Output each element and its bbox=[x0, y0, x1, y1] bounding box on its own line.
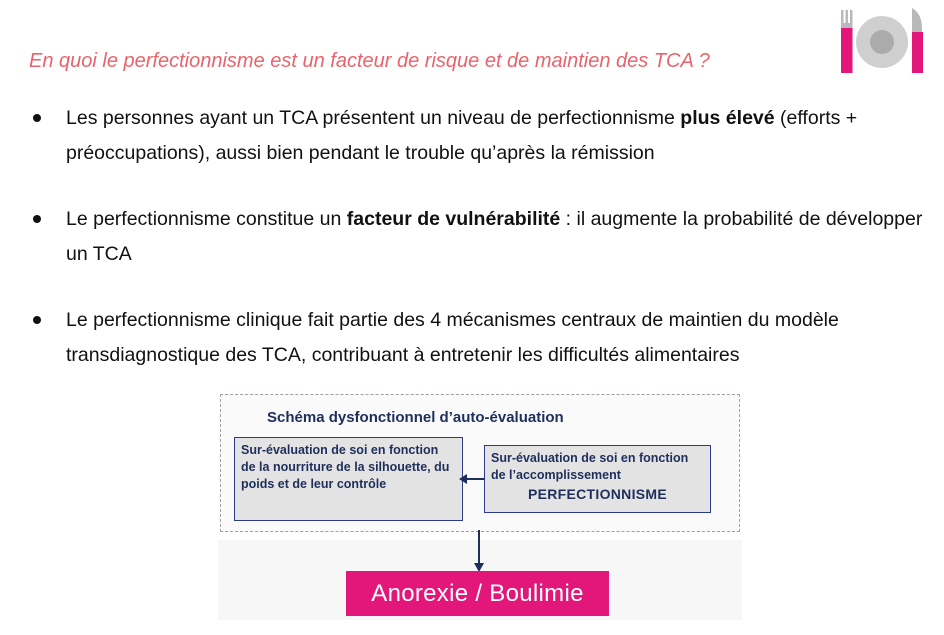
bullet-list bbox=[30, 101, 930, 404]
bullet-item bbox=[30, 303, 930, 373]
bullet-dot bbox=[33, 114, 41, 122]
bullet-dot bbox=[33, 316, 41, 324]
bullet-item bbox=[30, 101, 930, 171]
bullet-item bbox=[30, 202, 930, 272]
plate-icon bbox=[856, 16, 908, 68]
knife-icon bbox=[912, 8, 923, 73]
bullet-dot bbox=[33, 215, 41, 223]
restaurant-logo bbox=[836, 4, 928, 76]
perfectionism-label: PERFECTIONNISME bbox=[527, 486, 668, 502]
arrow-left-icon bbox=[459, 473, 485, 485]
overvaluation-food-box: Sur-évaluation de soi en fonction de la nourriture de la silhouette, du poids et de leur contrôle bbox=[234, 437, 463, 521]
bullet-emphasis: plus élevé bbox=[680, 107, 775, 129]
arrow-down-icon bbox=[473, 530, 485, 572]
achievement-text: Sur-évaluation de soi en fonction de l’accomplissement bbox=[491, 451, 689, 482]
bullet-emphasis: facteur de vulnérabilité bbox=[346, 208, 561, 230]
anorexia-bulimia-box: Anorexie / Boulimie bbox=[346, 571, 609, 616]
bullet-text: Le perfectionnisme clinique fait partie des 4 mécanismes centraux de maintien du modèle transdiagnostique des TCA, contribuant à entretenir les difficultés alimentaires bbox=[66, 309, 839, 366]
diagram-title: Schéma dysfonctionnel d’auto-évaluation bbox=[267, 409, 564, 426]
bullet-text-end: (efforts + préoccupations), aussi bien pendant le trouble qu’après la rémission bbox=[66, 107, 858, 164]
slide-title: En quoi le perfectionnisme est un facteur de risque et de maintien des TCA ? bbox=[29, 50, 710, 72]
fork-icon bbox=[841, 10, 853, 73]
self-evaluation-diagram bbox=[220, 394, 740, 532]
overvaluation-achievement-box bbox=[484, 445, 711, 513]
bullet-text-end: : il augmente la probabilité de développer un TCA bbox=[66, 208, 923, 265]
bullet-text: Le perfectionnisme constitue un bbox=[66, 208, 347, 230]
bullet-text: Les personnes ayant un TCA présentent un niveau de perfectionnisme bbox=[66, 107, 681, 129]
